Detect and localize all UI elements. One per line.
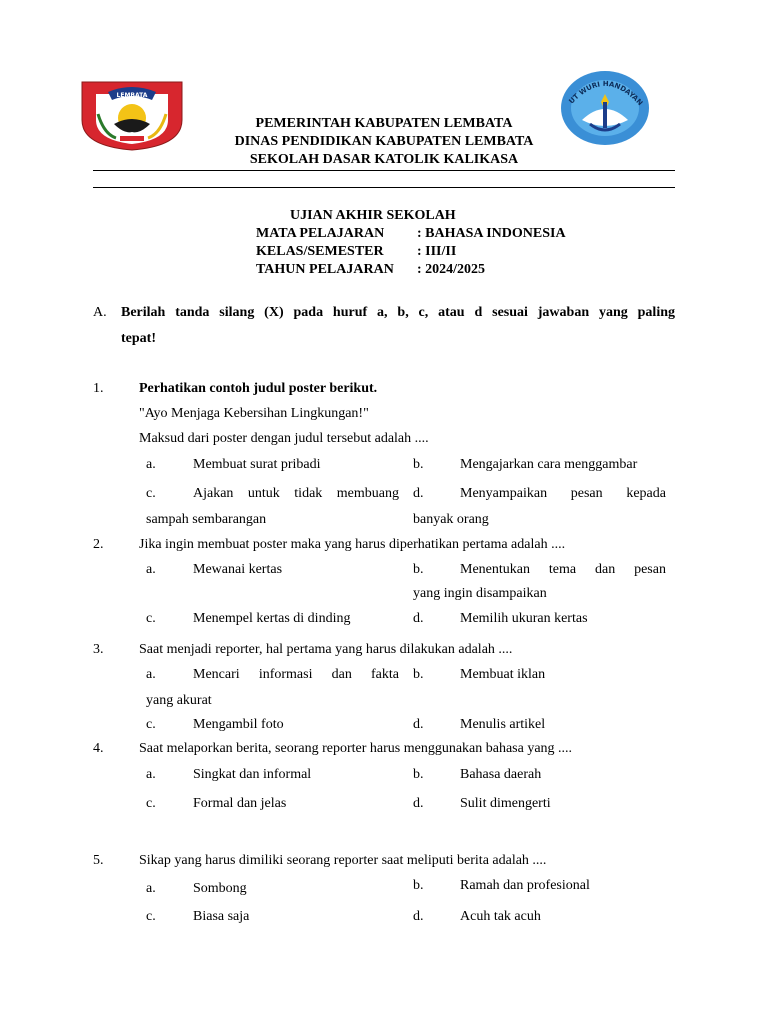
q3-option-c-text[interactable]: Mengambil foto bbox=[193, 717, 284, 732]
lembata-emblem-logo bbox=[80, 80, 184, 152]
exam-title: UJIAN AKHIR SEKOLAH bbox=[290, 208, 456, 223]
exam-year-label: TAHUN PELAJARAN bbox=[256, 262, 394, 277]
q4-option-a-letter[interactable]: a. bbox=[146, 767, 156, 782]
q4-option-d-letter[interactable]: d. bbox=[413, 796, 424, 811]
word: Mencari bbox=[193, 667, 240, 682]
q2-option-b-continuation[interactable]: yang ingin disampaikan bbox=[413, 586, 547, 601]
q4-option-c-text[interactable]: Formal dan jelas bbox=[193, 796, 287, 811]
header-government-line: PEMERINTAH KABUPATEN LEMBATA bbox=[255, 116, 513, 131]
word: informasi bbox=[258, 667, 313, 682]
q1-option-d-continuation[interactable]: banyak orang bbox=[413, 512, 489, 527]
q1-option-d-text[interactable] bbox=[460, 486, 666, 502]
exam-subject-label: MATA PELAJARAN bbox=[256, 226, 385, 241]
header-school-line: SEKOLAH DASAR KATOLIK KALIKASA bbox=[249, 152, 519, 167]
question-1-line-3: Maksud dari poster dengan judul tersebut adalah .... bbox=[139, 431, 429, 446]
word: Menentukan bbox=[460, 562, 530, 577]
word: tema bbox=[548, 562, 577, 577]
q1-option-c-text[interactable] bbox=[193, 486, 399, 502]
tut-wuri-logo-text: UT WURI HANDAYAN bbox=[567, 79, 645, 108]
q2-option-c-text[interactable]: Menempel kertas di dinding bbox=[193, 611, 351, 626]
word: pesan bbox=[570, 486, 603, 501]
q5-option-b-text[interactable]: Ramah dan profesional bbox=[460, 878, 590, 893]
header-divider-bottom bbox=[93, 187, 675, 188]
word: Ajakan bbox=[193, 486, 234, 501]
q2-option-d-text[interactable]: Memilih ukuran kertas bbox=[460, 611, 588, 626]
q5-option-b-letter[interactable]: b. bbox=[413, 878, 424, 893]
section-instruction-line2: tepat! bbox=[121, 331, 156, 346]
question-3-number: 3. bbox=[93, 642, 104, 657]
q1-option-c-letter[interactable]: c. bbox=[146, 486, 156, 501]
q4-option-b-text[interactable]: Bahasa daerah bbox=[460, 767, 542, 782]
q2-option-c-letter[interactable]: c. bbox=[146, 611, 156, 626]
q3-option-a-text[interactable] bbox=[193, 667, 399, 683]
q4-option-c-letter[interactable]: c. bbox=[146, 796, 156, 811]
section-letter: A. bbox=[93, 305, 107, 320]
q5-option-a-text[interactable]: Sombong bbox=[193, 881, 247, 896]
question-4-number: 4. bbox=[93, 741, 104, 756]
question-2-line-1: Jika ingin membuat poster maka yang harus diperhatikan pertama adalah .... bbox=[139, 537, 566, 552]
q1-option-a-text[interactable]: Membuat surat pribadi bbox=[193, 457, 321, 472]
section-instruction-line1 bbox=[121, 305, 675, 321]
header-department-line: DINAS PENDIDIKAN KABUPATEN LEMBATA bbox=[234, 134, 534, 149]
exam-year-value: : 2024/2025 bbox=[417, 262, 486, 277]
word: dan bbox=[594, 562, 616, 577]
q1-option-c-continuation[interactable]: sampah sembarangan bbox=[146, 512, 267, 527]
q1-option-b-letter[interactable]: b. bbox=[413, 457, 424, 472]
word: pesan bbox=[634, 562, 666, 577]
q3-option-c-letter[interactable]: c. bbox=[146, 717, 156, 732]
q5-option-c-text[interactable]: Biasa saja bbox=[193, 909, 250, 924]
q5-option-a-letter[interactable]: a. bbox=[146, 881, 156, 896]
q1-option-a-letter[interactable]: a. bbox=[146, 457, 156, 472]
word: untuk bbox=[247, 486, 280, 501]
exam-subject-value: : BAHASA INDONESIA bbox=[417, 226, 566, 241]
q5-option-d-text[interactable]: Acuh tak acuh bbox=[460, 909, 541, 924]
question-1-line-1: Perhatikan contoh judul poster berikut. bbox=[139, 381, 378, 396]
word: dan bbox=[331, 667, 352, 682]
q3-option-b-text[interactable]: Membuat iklan bbox=[460, 667, 546, 682]
q4-option-d-text[interactable]: Sulit dimengerti bbox=[460, 796, 551, 811]
question-3-line-1: Saat menjadi reporter, hal pertama yang harus dilakukan adalah .... bbox=[139, 642, 513, 657]
q3-option-a-letter[interactable]: a. bbox=[146, 667, 156, 682]
q4-option-a-text[interactable]: Singkat dan informal bbox=[193, 767, 312, 782]
word: kepada bbox=[626, 486, 666, 501]
q2-option-b-letter[interactable]: b. bbox=[413, 562, 424, 577]
q3-option-d-text[interactable]: Menulis artikel bbox=[460, 717, 546, 732]
q2-option-a-text[interactable]: Mewanai kertas bbox=[193, 562, 283, 577]
question-4-line-1: Saat melaporkan berita, seorang reporter harus menggunakan bahasa yang .... bbox=[139, 741, 573, 756]
q1-option-b-text[interactable]: Mengajarkan cara menggambar bbox=[460, 457, 638, 472]
q3-option-b-letter[interactable]: b. bbox=[413, 667, 424, 682]
q3-option-a-continuation[interactable]: yang akurat bbox=[146, 693, 212, 708]
q3-option-d-letter[interactable]: d. bbox=[413, 717, 424, 732]
q2-option-a-letter[interactable]: a. bbox=[146, 562, 156, 577]
question-5-number: 5. bbox=[93, 853, 104, 868]
question-1-number: 1. bbox=[93, 381, 104, 396]
word: Menyampaikan bbox=[460, 486, 548, 501]
q2-option-b-text[interactable] bbox=[460, 562, 666, 578]
q1-option-d-letter[interactable]: d. bbox=[413, 486, 424, 501]
question-2-number: 2. bbox=[93, 537, 104, 552]
question-1-line-2: "Ayo Menjaga Kebersihan Lingkungan!" bbox=[139, 406, 369, 421]
q5-option-d-letter[interactable]: d. bbox=[413, 909, 424, 924]
exam-class-label: KELAS/SEMESTER bbox=[256, 244, 384, 259]
word: tidak bbox=[294, 486, 323, 501]
instruction-text: Berilah tanda silang (X) pada huruf a, b, c, atau d sesuai jawaban yang paling bbox=[121, 305, 675, 320]
lembata-logo-text: LEMBATA bbox=[116, 92, 148, 99]
q2-option-d-letter[interactable]: d. bbox=[413, 611, 424, 626]
word: fakta bbox=[371, 667, 399, 682]
exam-class-value: : III/II bbox=[417, 244, 457, 259]
q5-option-c-letter[interactable]: c. bbox=[146, 909, 156, 924]
question-5-line-1: Sikap yang harus dimiliki seorang reporter saat meliputi berita adalah .... bbox=[139, 853, 547, 868]
header-divider-top bbox=[93, 170, 675, 171]
q4-option-b-letter[interactable]: b. bbox=[413, 767, 424, 782]
word: membuang bbox=[336, 486, 399, 501]
